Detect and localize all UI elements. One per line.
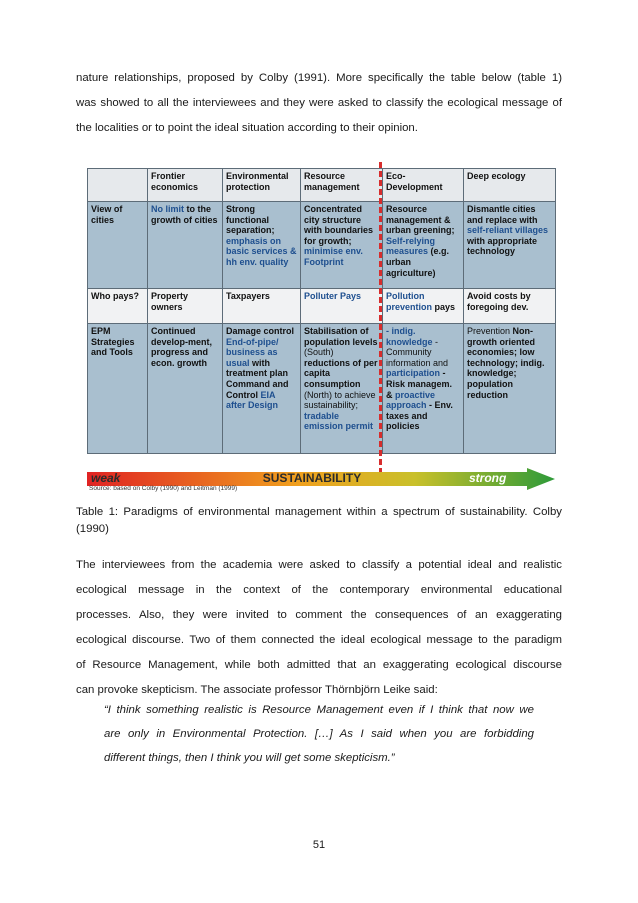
table-cell: Property owners: [148, 289, 223, 324]
header-cell: Frontier economics: [148, 169, 223, 202]
table-header-row: [88, 169, 556, 202]
figure-source: Source: based on Colby (1990) and Leitman (1999): [89, 485, 238, 492]
table-cell: - indig. knowledge -Community information and participation -Risk managem. & proactive approach - Env. taxes and policies: [383, 324, 464, 454]
text-line: are only in Environmental Protection. […] As I said when you are forbidding: [104, 728, 534, 740]
text-line: Table 1: Paradigms of environmental management within a spectrum of sustainability. Colby: [76, 506, 562, 518]
row-label: Who pays?: [88, 289, 148, 324]
interview-quote: [104, 698, 534, 770]
text-line: The interviewees from the academia were asked to classify a potential ideal and realistic: [76, 559, 562, 571]
table-cell: Resource management & urban greening; Self-relying measures (e.g. urban agriculture): [383, 202, 464, 289]
text-line: (1990): [76, 523, 109, 535]
table-row: [88, 324, 556, 454]
header-cell: [88, 169, 148, 202]
header-cell: Environmental protection: [223, 169, 301, 202]
text-line: ecological discourse. Two of them connected the ideal ecological message to the paradigm: [76, 634, 562, 646]
bar-label-sustainability: SUSTAINABILITY: [262, 471, 362, 485]
page-number: 51: [312, 839, 326, 851]
bar-label-weak: weak: [91, 471, 121, 485]
table-row: [88, 289, 556, 324]
text-line: nature relationships, proposed by Colby (1991). More specifically the table below (table 1): [76, 72, 562, 84]
paradigms-table: [87, 168, 556, 454]
table-cell: No limit to the growth of cities: [148, 202, 223, 289]
table-cell: Strong functional separation; emphasis on basic services & hh env. quality: [223, 202, 301, 289]
text-line: can provoke skepticism. The associate professor Thörnbjörn Leike said:: [76, 684, 438, 696]
table-cell: Dismantle cities and replace with self-reliant villages with appropriate technology: [464, 202, 556, 289]
text-line: ecological message in the context of the contemporary environmental educational: [76, 584, 562, 596]
body-paragraph: [76, 553, 562, 703]
row-label: View of cities: [88, 202, 148, 289]
table-cell: Damage control End-of-pipe/ business as usual with treatment plan Command and Control EIA after Design: [223, 324, 301, 454]
table-caption: [76, 504, 562, 538]
text-line: the localities or to point the ideal situation according to their opinion.: [76, 122, 418, 134]
bar-label-strong: strong: [469, 471, 507, 485]
paradigms-figure: [87, 168, 555, 498]
table-cell: Avoid costs by foregoing dev.: [464, 289, 556, 324]
text-line: of Resource Management, while both admitted that an exaggerating ecological discourse: [76, 659, 562, 671]
table-cell: Taxpayers: [223, 289, 301, 324]
table-row: [88, 202, 556, 289]
row-label: EPM Strategies and Tools: [88, 324, 148, 454]
table-cell: Continued develop-ment, progress and econ. growth: [148, 324, 223, 454]
text-line: different things, then I think you will get some skepticism.”: [104, 752, 395, 764]
table-cell: Concentrated city structure with boundaries for growth; minimise env. Footprint: [301, 202, 383, 289]
text-line: was showed to all the interviewees and they were asked to classify the ecological message of: [76, 97, 562, 109]
table-cell: Prevention Non-growth oriented economies; low technology; indig. knowledge; population reduction: [464, 324, 556, 454]
sustainability-threshold-line: [379, 162, 382, 474]
table-cell: Polluter Pays: [301, 289, 383, 324]
text-line: “I think something realistic is Resource Management even if I think that now we: [104, 704, 534, 716]
table-cell: Stabilisation of population levels (South) reductions of per capita consumption (North) to achieve sustainability; tradable emission permit: [301, 324, 383, 454]
header-cell: Resource management: [301, 169, 383, 202]
text-line: processes. Also, they were invited to comment the consequences of an exaggerating: [76, 609, 562, 621]
intro-paragraph: [76, 66, 562, 141]
header-cell: Deep ecology: [464, 169, 556, 202]
header-cell: Eco-Development: [383, 169, 464, 202]
table-cell: Pollution prevention pays: [383, 289, 464, 324]
